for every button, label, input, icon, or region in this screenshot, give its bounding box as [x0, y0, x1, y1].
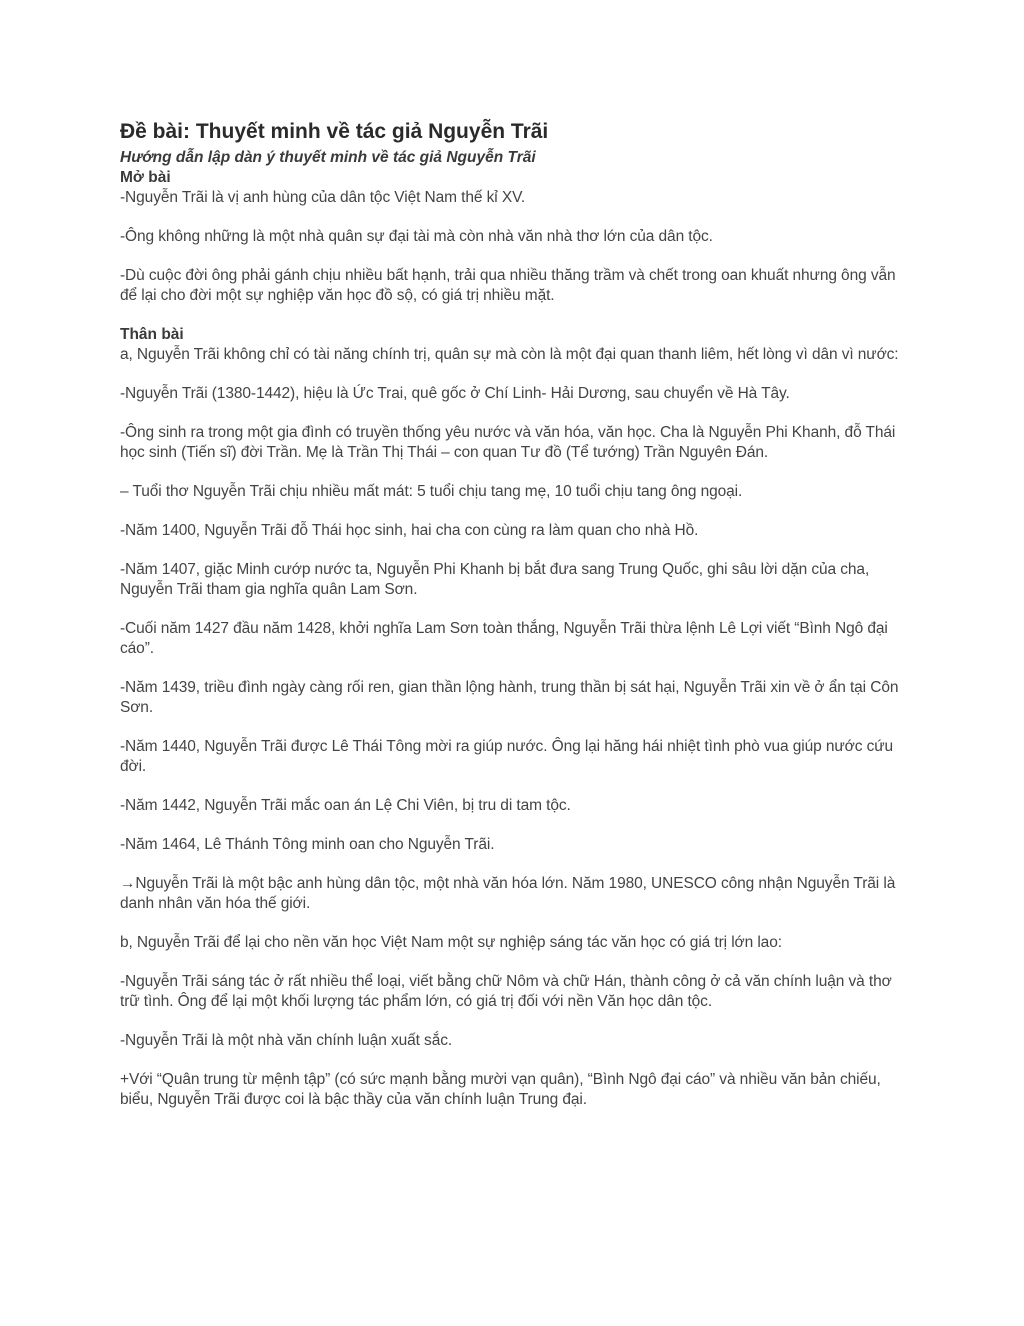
paragraph: →Nguyễn Trãi là một bậc anh hùng dân tộc, một nhà văn hóa lớn. Năm 1980, UNESCO công nhận Nguyễn Trãi là danh nhân văn hóa thế giới. — [120, 875, 896, 912]
paragraph: -Năm 1400, Nguyễn Trãi đỗ Thái học sinh, hai cha con cùng ra làm quan cho nhà Hồ. — [120, 522, 699, 539]
paragraph: -Cuối năm 1427 đầu năm 1428, khởi nghĩa Lam Sơn toàn thắng, Nguyễn Trãi thừa lệnh Lê Lợi viết “Bình Ngô đại cáo”. — [120, 620, 888, 657]
paragraph: -Nguyễn Trãi sáng tác ở rất nhiều thể loại, viết bằng chữ Nôm và chữ Hán, thành công ở cả văn chính luận và thơ trữ tình. Ông để lại một khối lượng tác phẩm lớn, có giá trị đối với nền Văn học dân tộc. — [120, 973, 892, 1010]
paragraph: -Ông sinh ra trong một gia đình có truyền thống yêu nước và văn hóa, văn học. Cha là Nguyễn Phi Khanh, đỗ Thái học sinh (Tiến sĩ) đời Trần. Mẹ là Trần Thị Thái – con quan Tư đồ (Tể tướng) Trần Nguyên Đán. — [120, 424, 896, 461]
paragraph: -Năm 1464, Lê Thánh Tông minh oan cho Nguyễn Trãi. — [120, 836, 495, 853]
paragraph: -Năm 1442, Nguyễn Trãi mắc oan án Lệ Chi Viên, bị tru di tam tộc. — [120, 797, 571, 814]
paragraph: +Với “Quân trung từ mệnh tập” (có sức mạnh bằng mười vạn quân), “Bình Ngô đại cáo” và nhiều văn bản chiếu, biểu, Nguyễn Trãi được coi là bậc thầy của văn chính luận Trung đại. — [120, 1071, 881, 1108]
paragraph: a, Nguyễn Trãi không chỉ có tài năng chính trị, quân sự mà còn là một đại quan thanh liêm, hết lòng vì dân vì nước: — [120, 346, 899, 363]
paragraph: -Nguyễn Trãi (1380-1442), hiệu là Ức Trai, quê gốc ở Chí Linh- Hải Dương, sau chuyển về Hà Tây. — [120, 385, 790, 402]
paragraph: -Năm 1440, Nguyễn Trãi được Lê Thái Tông mời ra giúp nước. Ông lại hăng hái nhiệt tình phò vua giúp nước cứu đời. — [120, 738, 894, 775]
paragraph: -Nguyễn Trãi là vị anh hùng của dân tộc Việt Nam thế kỉ XV. — [120, 189, 526, 206]
document-subtitle: Hướng dẫn lập dàn ý thuyết minh về tác giả Nguyễn Trãi — [120, 149, 536, 166]
section-heading-mo-bai: Mở bài — [120, 169, 171, 186]
paragraph: -Nguyễn Trãi là một nhà văn chính luận xuất sắc. — [120, 1032, 453, 1049]
document-title: Đề bài: Thuyết minh về tác giả Nguyễn Trãi — [120, 120, 549, 143]
paragraph: -Ông không những là một nhà quân sự đại tài mà còn nhà văn nhà thơ lớn của dân tộc. — [120, 228, 713, 245]
paragraph: b, Nguyễn Trãi để lại cho nền văn học Việt Nam một sự nghiệp sáng tác văn học có giá trị lớn lao: — [120, 934, 782, 951]
paragraph: -Năm 1407, giặc Minh cướp nước ta, Nguyễn Phi Khanh bị bắt đưa sang Trung Quốc, ghi sâu lời dặn của cha, Nguyễn Trãi tham gia nghĩa quân Lam Sơn. — [120, 561, 870, 598]
paragraph: -Năm 1439, triều đình ngày càng rối ren, gian thần lộng hành, trung thần bị sát hại, Nguyễn Trãi xin về ở ẩn tại Côn Sơn. — [120, 679, 899, 716]
paragraph: -Dù cuộc đời ông phải gánh chịu nhiều bất hạnh, trải qua nhiều thăng trầm và chết trong oan khuất nhưng ông vẫn để lại cho đời một sự nghiệp văn học đồ sộ, có giá trị nhiều mặt. — [120, 267, 896, 304]
document-page — [120, 116, 900, 1110]
paragraph: – Tuổi thơ Nguyễn Trãi chịu nhiều mất mát: 5 tuổi chịu tang mẹ, 10 tuổi chịu tang ông ngoại. — [120, 483, 743, 500]
section-heading-than-bai: Thân bài — [120, 326, 184, 343]
